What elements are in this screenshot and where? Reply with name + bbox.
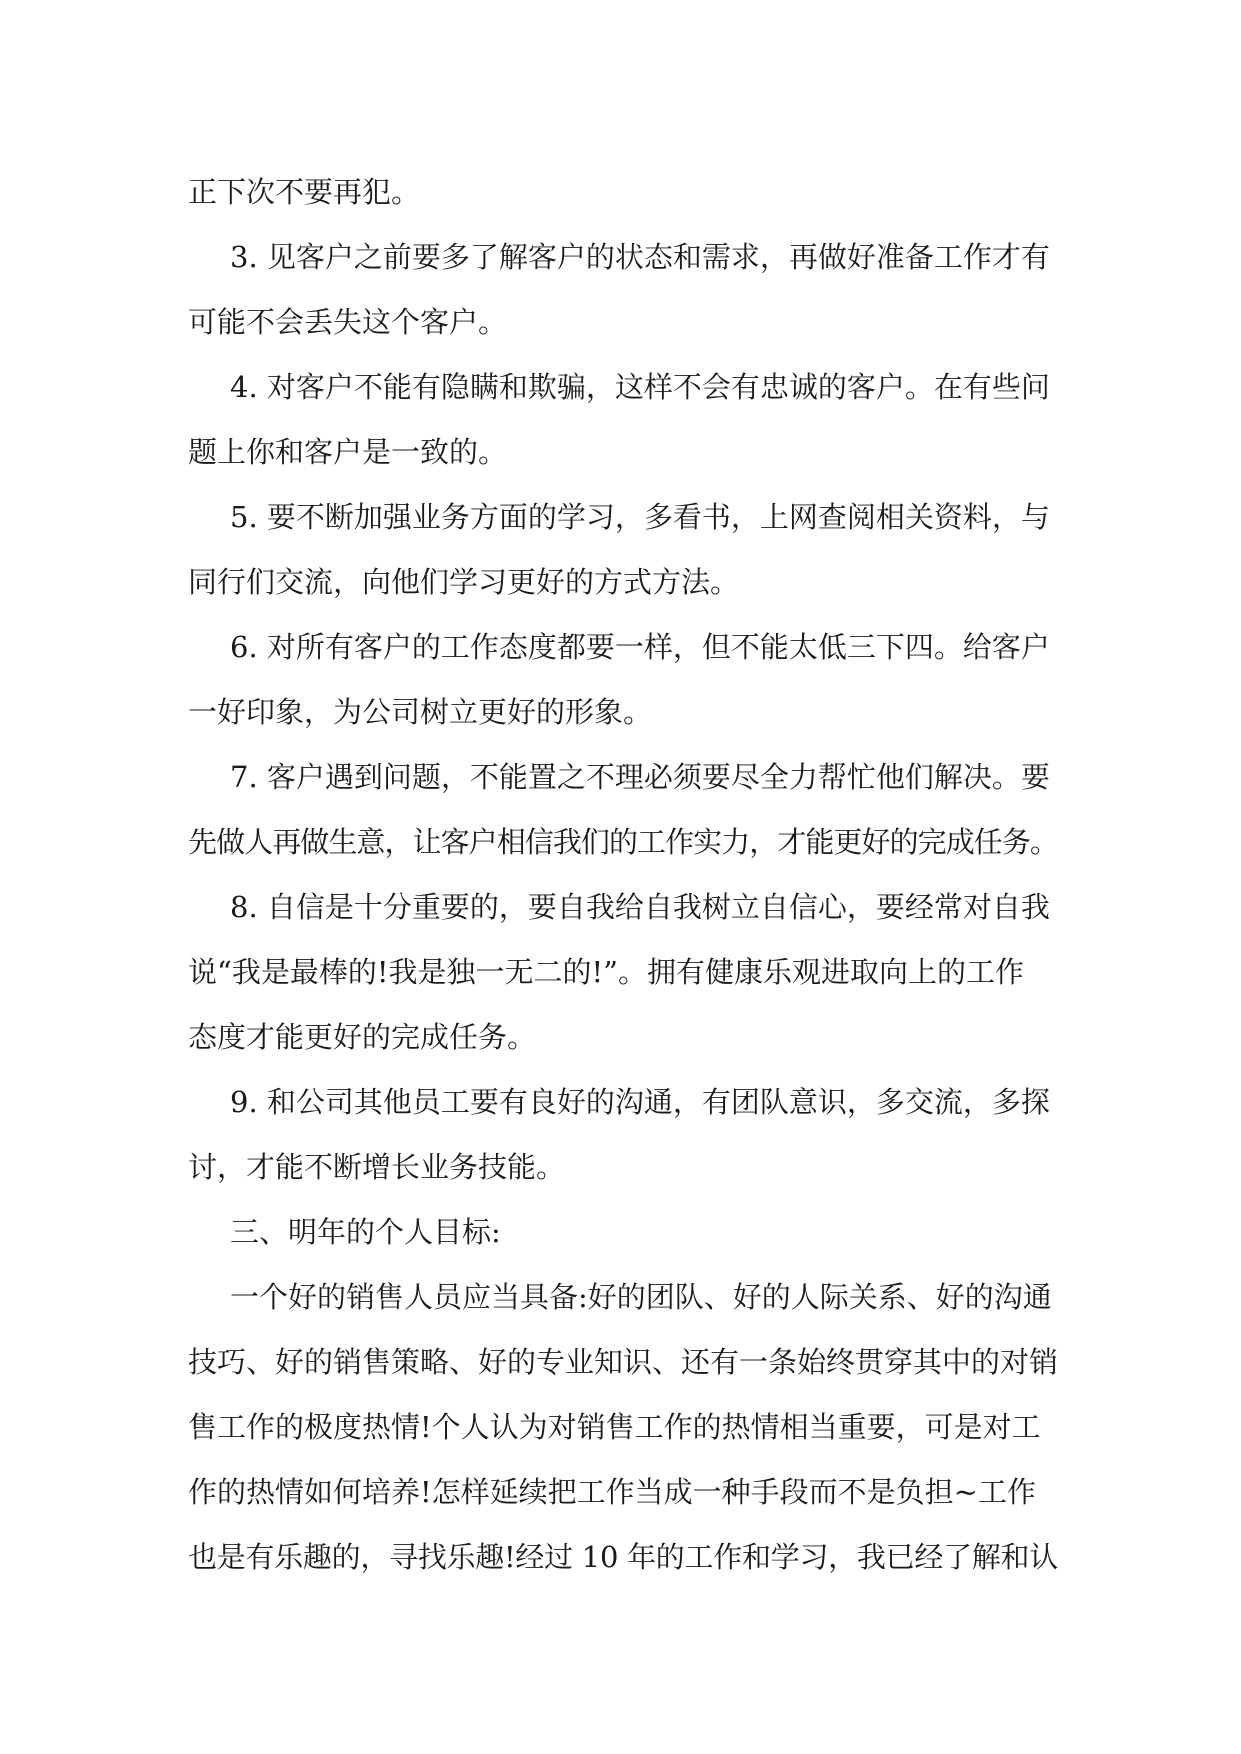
text-line: 4. 对客户不能有隐瞒和欺骗，这样不会有忠诚的客户。在有些问 [230, 370, 1050, 404]
text-line: 一好印象，为公司树立更好的形象。 [188, 695, 653, 729]
text-line: 题上你和客户是一致的。 [188, 435, 508, 469]
text-line: 一个好的销售人员应当具备:好的团队、好的人际关系、好的沟通 [230, 1280, 1052, 1314]
document-body [188, 160, 1058, 1590]
text-line: 正下次不要再犯。 [188, 175, 421, 209]
text-line: 讨，才能不断增长业务技能。 [188, 1150, 566, 1184]
text-line: 作的热情如何培养!怎样延续把工作当成一种手段而不是负担~工作 [188, 1475, 1036, 1509]
text-line: 同行们交流，向他们学习更好的方式方法。 [188, 565, 740, 599]
text-line: 也是有乐趣的，寻找乐趣!经过 10 年的工作和学习，我已经了解和认 [188, 1540, 1058, 1574]
text-line: 7. 客户遇到问题，不能置之不理必须要尽全力帮忙他们解决。要 [230, 760, 1050, 794]
text-line: 3. 见客户之前要多了解客户的状态和需求，再做好准备工作才有 [230, 240, 1050, 274]
text-line: 说“我是最棒的!我是独一无二的!”。拥有健康乐观进取向上的工作 [188, 955, 1024, 989]
text-line: 8. 自信是十分重要的，要自我给自我树立自信心，要经常对自我 [230, 890, 1050, 924]
text-line: 态度才能更好的完成任务。 [188, 1020, 537, 1054]
text-line: 5. 要不断加强业务方面的学习，多看书，上网查阅相关资料，与 [230, 500, 1050, 534]
text-line: 9. 和公司其他员工要有良好的沟通，有团队意识，多交流，多探 [230, 1085, 1050, 1119]
text-line: 先做人再做生意，让客户相信我们的工作实力，才能更好的完成任务。 [188, 825, 1059, 859]
text-line: 6. 对所有客户的工作态度都要一样，但不能太低三下四。给客户 [230, 630, 1050, 664]
text-line: 可能不会丢失这个客户。 [188, 305, 508, 339]
text-line: 技巧、好的销售策略、好的专业知识、还有一条始终贯穿其中的对销 [188, 1345, 1059, 1379]
section-heading: 三、明年的个人目标: [230, 1215, 501, 1249]
text-line: 售工作的极度热情!个人认为对销售工作的热情相当重要，可是对工 [188, 1410, 1041, 1444]
